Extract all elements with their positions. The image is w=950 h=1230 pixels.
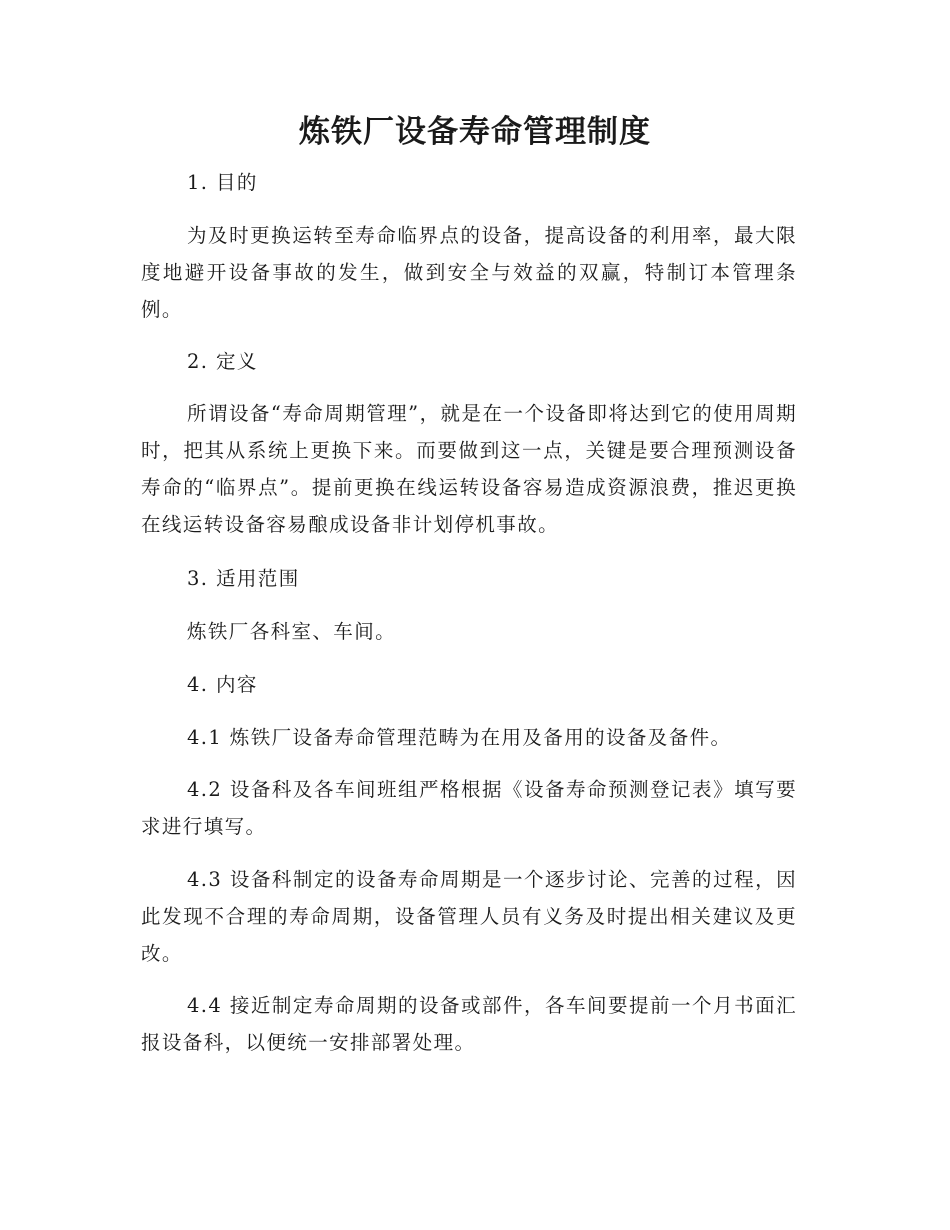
paragraph-4-1: 4.1 炼铁厂设备寿命管理范畴为在用及备用的设备及备件。 <box>187 726 732 749</box>
section-heading-purpose: 1. 目的 <box>187 171 258 194</box>
section-heading-scope: 3. 适用范围 <box>187 567 300 590</box>
section-heading-content: 4. 内容 <box>187 673 258 696</box>
paragraph-definition: 所谓设备“寿命周期管理”，就是在一个设备即将达到它的使用周期时，把其从系统上更换下来。而要做到这一点，关键是要合理预测设备寿命的“临界点”。提前更换在线运转设备容易造成资源浪费，推迟更换在线运转设备容易酿成设备非计划停机事故。 <box>141 402 797 536</box>
paragraph-4-2: 4.2 设备科及各车间班组严格根据《设备寿命预测登记表》填写要求进行填写。 <box>141 778 797 838</box>
paragraph-scope: 炼铁厂各科室、车间。 <box>187 620 397 643</box>
paragraph-4-4: 4.4 接近制定寿命周期的设备或部件，各车间要提前一个月书面汇报设备科，以便统一安排部署处理。 <box>141 994 797 1054</box>
document-title: 炼铁厂设备寿命管理制度 <box>299 114 651 150</box>
paragraph-purpose: 为及时更换运转至寿命临界点的设备，提高设备的利用率，最大限度地避开设备事故的发生，做到安全与效益的双赢，特制订本管理条例。 <box>141 224 797 321</box>
paragraph-4-3: 4.3 设备科制定的设备寿命周期是一个逐步讨论、完善的过程，因此发现不合理的寿命周期，设备管理人员有义务及时提出相关建议及更改。 <box>141 868 797 965</box>
section-heading-definition: 2. 定义 <box>187 350 258 373</box>
